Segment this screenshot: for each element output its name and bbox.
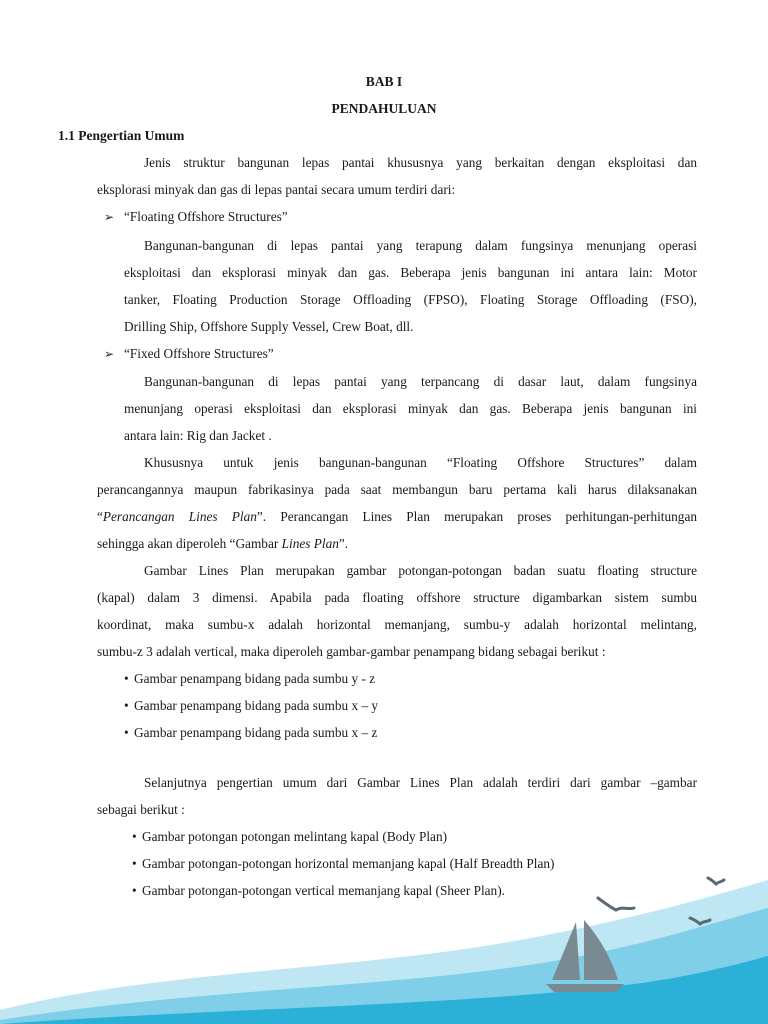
- italic-term: Lines Plan: [281, 536, 339, 551]
- list-item: • Gambar potongan potongan melintang kapal (Body Plan): [132, 829, 448, 844]
- bullet-icon: •: [132, 829, 137, 844]
- bullet-icon: •: [124, 725, 129, 740]
- floating-text-line: tanker, Floating Production Storage Offloading (FPSO), Floating Storage Offloading (FSO),: [124, 292, 697, 307]
- fixed-text-line: Bangunan-bangunan di lepas pantai yang terpancang di dasar laut, dalam fungsinya: [144, 374, 697, 389]
- intro-line-1: Jenis struktur bangunan lepas pantai khususnya yang berkaitan dengan eksploitasi dan: [144, 155, 697, 170]
- arrow-bullet-icon: ➢: [104, 347, 115, 361]
- khusus-line-4-end: ”.: [338, 536, 349, 551]
- fixed-text-line: menunjang operasi eksploitasi dan eksplorasi minyak dan gas. Beberapa jenis bangunan ini: [124, 401, 697, 416]
- chapter-title: PENDAHULUAN: [331, 101, 437, 116]
- khusus-line-3: [97, 508, 697, 526]
- khusus-line-1: Khususnya untuk jenis bangunan-bangunan “Floating Offshore Structures” dalam: [144, 455, 697, 470]
- floating-structures-title: “Floating Offshore Structures”: [124, 209, 288, 224]
- sea-decoration: [0, 860, 768, 1024]
- khusus-line-3-rest: ”. Perancangan Lines Plan merupakan proses perhitungan-perhitungan: [256, 509, 697, 524]
- quote-open: “: [97, 509, 103, 524]
- list-item: • Gambar penampang bidang pada sumbu x – y: [124, 698, 379, 713]
- gambar-line: koordinat, maka sumbu-x adalah horizontal memanjang, sumbu-y adalah horizontal melintang,: [97, 617, 697, 632]
- floating-text-line: eksploitasi dan eksplorasi minyak dan gas. Beberapa jenis bangunan ini antara lain: Motor: [124, 265, 697, 280]
- selanjutnya-line: Selanjutnya pengertian umum dari Gambar Lines Plan adalah terdiri dari gambar –gambar: [144, 775, 697, 790]
- floating-text-line: Drilling Ship, Offshore Supply Vessel, Crew Boat, dll.: [124, 319, 414, 334]
- floating-text-line: Bangunan-bangunan di lepas pantai yang terapung dalam fungsinya menunjang operasi: [144, 238, 697, 253]
- fixed-text-line: antara lain: Rig dan Jacket .: [124, 428, 272, 443]
- list-item: • Gambar penampang bidang pada sumbu x – z: [124, 725, 378, 740]
- khusus-line-4: [97, 535, 348, 553]
- intro-line-2: eksplorasi minyak dan gas di lepas pantai secara umum terdiri dari:: [97, 182, 456, 197]
- khusus-line-2: perancangannya maupun fabrikasinya pada saat membangun baru pertama kali harus dilaksanakan: [97, 482, 697, 497]
- fixed-structures-title: “Fixed Offshore Structures”: [124, 346, 274, 361]
- bullet-icon: •: [124, 698, 129, 713]
- bullet-icon: •: [132, 883, 137, 898]
- khusus-line-4-start: sehingga akan diperoleh “Gambar: [97, 536, 282, 551]
- arrow-bullet-icon: ➢: [104, 210, 115, 224]
- list-item: • Gambar potongan-potongan vertical memanjang kapal (Sheer Plan).: [132, 883, 505, 898]
- bullet-icon: •: [124, 671, 129, 686]
- list-item: • Gambar potongan-potongan horizontal memanjang kapal (Half Breadth Plan): [132, 856, 555, 871]
- gambar-line: Gambar Lines Plan merupakan gambar potongan-potongan badan suatu floating structure: [144, 563, 697, 578]
- italic-term: Perancangan Lines Plan: [102, 509, 257, 524]
- gambar-line: sumbu-z 3 adalah vertical, maka diperoleh gambar-gambar penampang bidang sebagai berikut :: [97, 644, 606, 659]
- gambar-line: (kapal) dalam 3 dimensi. Apabila pada floating offshore structure digambarkan sistem sumbu: [97, 590, 697, 605]
- bullet-icon: •: [132, 856, 137, 871]
- section-title: 1.1 Pengertian Umum: [58, 128, 185, 143]
- list-item: • Gambar penampang bidang pada sumbu y - z: [124, 671, 376, 686]
- selanjutnya-line: sebagai berikut :: [97, 802, 185, 817]
- chapter-label: BAB I: [365, 74, 403, 89]
